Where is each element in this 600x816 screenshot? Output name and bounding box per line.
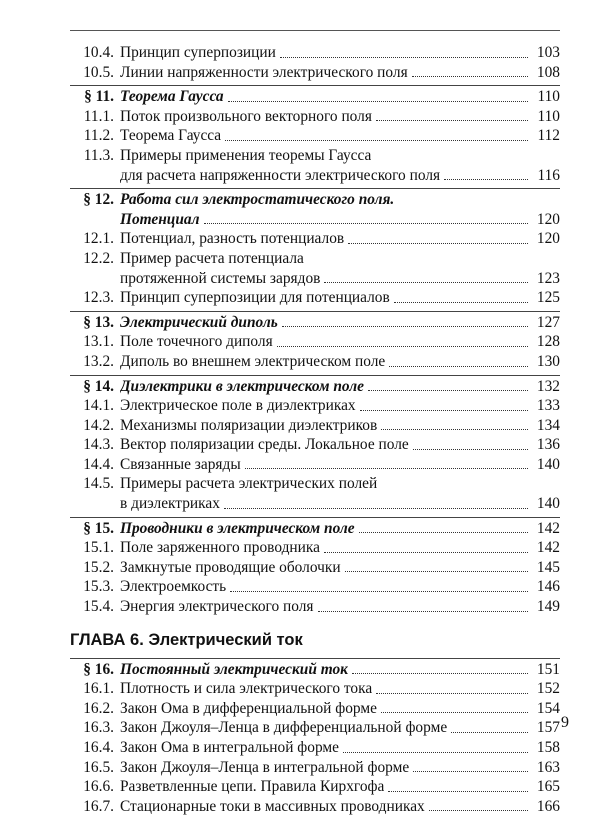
entry-number: 14.1. (83, 397, 114, 415)
entry-page: 130 (536, 352, 560, 370)
entry-number: 11.3. (83, 146, 114, 164)
top-rule (70, 30, 560, 31)
dot-leader (345, 571, 528, 572)
toc-entry-15-3[interactable] (70, 577, 560, 597)
section-page: 151 (536, 660, 560, 678)
dot-leader (360, 410, 528, 411)
dot-leader (348, 243, 528, 244)
dot-leader (381, 712, 528, 713)
section-number: § 15. (83, 519, 114, 537)
entry-title-line1: Примеры расчета электрических полей (120, 475, 378, 493)
entry-page: 134 (536, 416, 560, 434)
entry-number: 10.5. (83, 63, 114, 81)
toc-entry-13-2[interactable] (70, 352, 560, 372)
entry-page: 116 (537, 166, 560, 184)
dot-leader (429, 810, 528, 811)
entry-number: 16.5. (83, 758, 114, 776)
entry-page: 149 (536, 598, 560, 616)
entry-number: 10.4. (83, 44, 114, 61)
dot-leader (324, 552, 528, 553)
section-title-line1: Работа сил электростатического поля. (120, 191, 395, 209)
entry-page: 145 (536, 558, 560, 576)
entry-number: 14.2. (83, 416, 114, 434)
toc-entry-12-2-line2[interactable] (70, 269, 560, 289)
dot-leader (359, 532, 528, 533)
entry-number: 14.5. (83, 475, 114, 493)
entry-title: Поле заряженного проводника (120, 539, 320, 557)
entry-title: Стационарные токи в массивных проводниках (120, 797, 425, 815)
table-of-contents (70, 43, 560, 816)
section-title-line2: Потенциал (120, 210, 200, 228)
section-page: 127 (536, 313, 560, 331)
entry-title: Диполь во внешнем электрическом поле (120, 352, 386, 370)
entry-number: 16.1. (83, 680, 114, 698)
entry-number: 15.1. (83, 539, 114, 557)
section-number: § 16. (83, 660, 114, 678)
dot-leader (394, 302, 528, 303)
entry-title: Плотность и сила электрического тока (120, 680, 373, 698)
entry-title-line1: Пример расчета потенциала (120, 249, 304, 267)
dot-leader (388, 791, 528, 792)
dot-leader (277, 346, 528, 347)
toc-entry-14-5-line1[interactable] (70, 474, 560, 494)
dot-leader (230, 591, 528, 592)
dot-leader (413, 449, 528, 450)
dot-leader (451, 732, 528, 733)
section-title: Теорема Гаусса (120, 88, 224, 106)
toc-entry-15-1[interactable] (70, 538, 560, 558)
toc-entry-15-2[interactable] (70, 558, 560, 578)
toc-entry-13-1[interactable] (70, 332, 560, 352)
entry-number: 14.3. (83, 436, 114, 454)
dot-leader (245, 468, 528, 469)
entry-page: 166 (536, 797, 560, 815)
dot-leader (224, 508, 528, 509)
toc-entry-14-5-line2[interactable] (70, 494, 560, 514)
dot-leader (376, 693, 528, 694)
entry-title: Теорема Гаусса (120, 127, 222, 145)
toc-entry-15-4[interactable] (70, 597, 560, 617)
entry-number: 13.1. (83, 333, 114, 351)
dot-leader (381, 429, 528, 430)
toc-entry-11-3-line1[interactable] (70, 146, 560, 166)
section-number: § 11. (84, 88, 114, 106)
entry-number: 14.4. (83, 455, 114, 473)
dot-leader (412, 76, 528, 77)
entry-page: 123 (536, 269, 560, 287)
toc-entry-11-1[interactable] (70, 107, 560, 127)
section-page: 110 (537, 88, 560, 106)
entry-number: 16.7. (83, 797, 114, 815)
entry-page: 103 (536, 44, 560, 61)
entry-title-line2: протяженной системы зарядов (120, 269, 321, 287)
entry-number: 12.1. (83, 230, 114, 248)
dot-leader (444, 179, 528, 180)
dot-leader (228, 101, 528, 102)
entry-number: 16.2. (83, 699, 114, 717)
entry-page: 142 (536, 539, 560, 557)
entry-page: 146 (536, 578, 560, 596)
entry-page: 158 (536, 739, 560, 756)
toc-entry-11-3-line2[interactable] (70, 166, 560, 186)
toc-section-13[interactable] (70, 311, 560, 333)
toc-entry-16-4[interactable] (70, 738, 560, 758)
toc-entry-14-2[interactable] (70, 416, 560, 436)
toc-entry-14-1[interactable] (70, 396, 560, 416)
entry-page: 140 (536, 495, 560, 513)
toc-entry-12-3[interactable] (70, 288, 560, 308)
section-title: Электрический диполь (120, 313, 278, 331)
section-number: § 12. (83, 191, 114, 209)
entry-title: Линии напряженности электрического поля (120, 63, 408, 81)
entry-number: 13.2. (83, 352, 114, 370)
toc-entry-16-5[interactable] (70, 758, 560, 778)
entry-title: Потенциал, разность потенциалов (120, 230, 345, 248)
toc-entry-12-2-line1[interactable] (70, 249, 560, 269)
dot-leader (225, 140, 528, 141)
dot-leader (413, 771, 528, 772)
toc-entry-10-4[interactable] (70, 43, 560, 63)
entry-title-line2: в диэлектриках (120, 495, 220, 513)
entry-title: Закон Ома в интегральной форме (120, 739, 339, 756)
entry-page: 140 (536, 455, 560, 473)
toc-section-11[interactable] (70, 85, 560, 107)
entry-title: Закон Джоуля–Ленца в интегральной форме (120, 758, 410, 776)
entry-page: 152 (536, 680, 560, 698)
toc-section-12-line2[interactable] (70, 210, 560, 230)
dot-leader (280, 57, 528, 58)
entry-title: Принцип суперпозиции (120, 44, 276, 61)
entry-page: 112 (537, 127, 560, 145)
dot-leader (389, 366, 528, 367)
entry-title: Электроемкость (120, 578, 227, 596)
section-title: Диэлектрики в электрическом поле (120, 377, 364, 395)
entry-number: 16.6. (83, 778, 114, 796)
toc-entry-14-4[interactable] (70, 455, 560, 475)
entry-page: 165 (536, 778, 560, 796)
dot-leader (352, 673, 528, 674)
section-page: 132 (536, 377, 560, 395)
entry-page: 157 (536, 719, 560, 737)
section-page: 142 (536, 519, 560, 537)
entry-page: 125 (536, 289, 560, 307)
toc-section-15[interactable] (70, 517, 560, 539)
entry-title: Закон Джоуля–Ленца в дифференциальной форме (120, 719, 448, 737)
section-title: Постоянный электрический ток (120, 660, 348, 678)
dot-leader (376, 120, 528, 121)
entry-page: 110 (537, 107, 560, 125)
toc-entry-16-1[interactable] (70, 679, 560, 699)
entry-number: 11.2. (83, 127, 114, 145)
entry-title: Разветвленные цепи. Правила Кирхгофа (120, 778, 385, 796)
chapter-heading[interactable]: ГЛАВА 6. Электрический ток (70, 630, 303, 649)
entry-page: 136 (536, 436, 560, 454)
entry-page: 128 (536, 333, 560, 351)
toc-entry-16-3[interactable] (70, 718, 560, 738)
entry-page: 163 (536, 758, 560, 776)
entry-title: Механизмы поляризации диэлектриков (120, 416, 378, 434)
entry-title: Поле точечного диполя (120, 333, 273, 351)
entry-number: 16.4. (83, 739, 114, 756)
section-number: § 14. (83, 377, 114, 395)
entry-title-line1: Примеры применения теоремы Гаусса (120, 146, 372, 164)
dot-leader (318, 611, 529, 612)
entry-number: 11.1. (83, 107, 114, 125)
toc-entry-16-2[interactable] (70, 699, 560, 719)
toc-section-16[interactable] (70, 658, 560, 680)
toc-entry-16-6[interactable] (70, 777, 560, 797)
dot-leader (204, 223, 528, 224)
toc-entry-11-2[interactable] (70, 126, 560, 146)
entry-number: 15.3. (83, 578, 114, 596)
dot-leader (324, 282, 528, 283)
toc-entry-10-5[interactable] (70, 63, 560, 83)
toc-section-12-line1[interactable] (70, 188, 560, 210)
entry-title: Поток произвольного векторного поля (120, 107, 372, 125)
entry-number: 16.3. (83, 719, 114, 737)
entry-number: 15.2. (83, 558, 114, 576)
entry-number: 12.3. (83, 289, 114, 307)
entry-title: Закон Ома в дифференциальной форме (120, 699, 377, 717)
section-page: 120 (536, 210, 560, 228)
page-number: 9 (561, 714, 569, 731)
entry-title: Связанные заряды (120, 455, 241, 473)
toc-entry-12-1[interactable] (70, 229, 560, 249)
entry-title: Энергия электрического поля (120, 598, 314, 616)
entry-title: Электрическое поле в диэлектриках (120, 397, 356, 415)
entry-number: 15.4. (83, 598, 114, 616)
toc-section-14[interactable] (70, 375, 560, 397)
entry-title: Вектор поляризации среды. Локальное поле (120, 436, 409, 454)
toc-entry-14-3[interactable] (70, 435, 560, 455)
dot-leader (282, 326, 528, 327)
entry-page: 120 (536, 230, 560, 248)
section-number: § 13. (83, 313, 114, 331)
entry-number: 12.2. (83, 249, 114, 267)
entry-title: Замкнутые проводящие оболочки (120, 558, 341, 576)
toc-entry-16-7[interactable] (70, 797, 560, 816)
entry-page: 108 (536, 63, 560, 81)
entry-page: 133 (536, 397, 560, 415)
section-title: Проводники в электрическом поле (120, 519, 355, 537)
dot-leader (368, 390, 528, 391)
entry-title: Принцип суперпозиции для потенциалов (120, 289, 390, 307)
entry-page: 154 (536, 699, 560, 717)
dot-leader (343, 752, 528, 753)
entry-title-line2: для расчета напряженности электрического поля (120, 166, 441, 184)
